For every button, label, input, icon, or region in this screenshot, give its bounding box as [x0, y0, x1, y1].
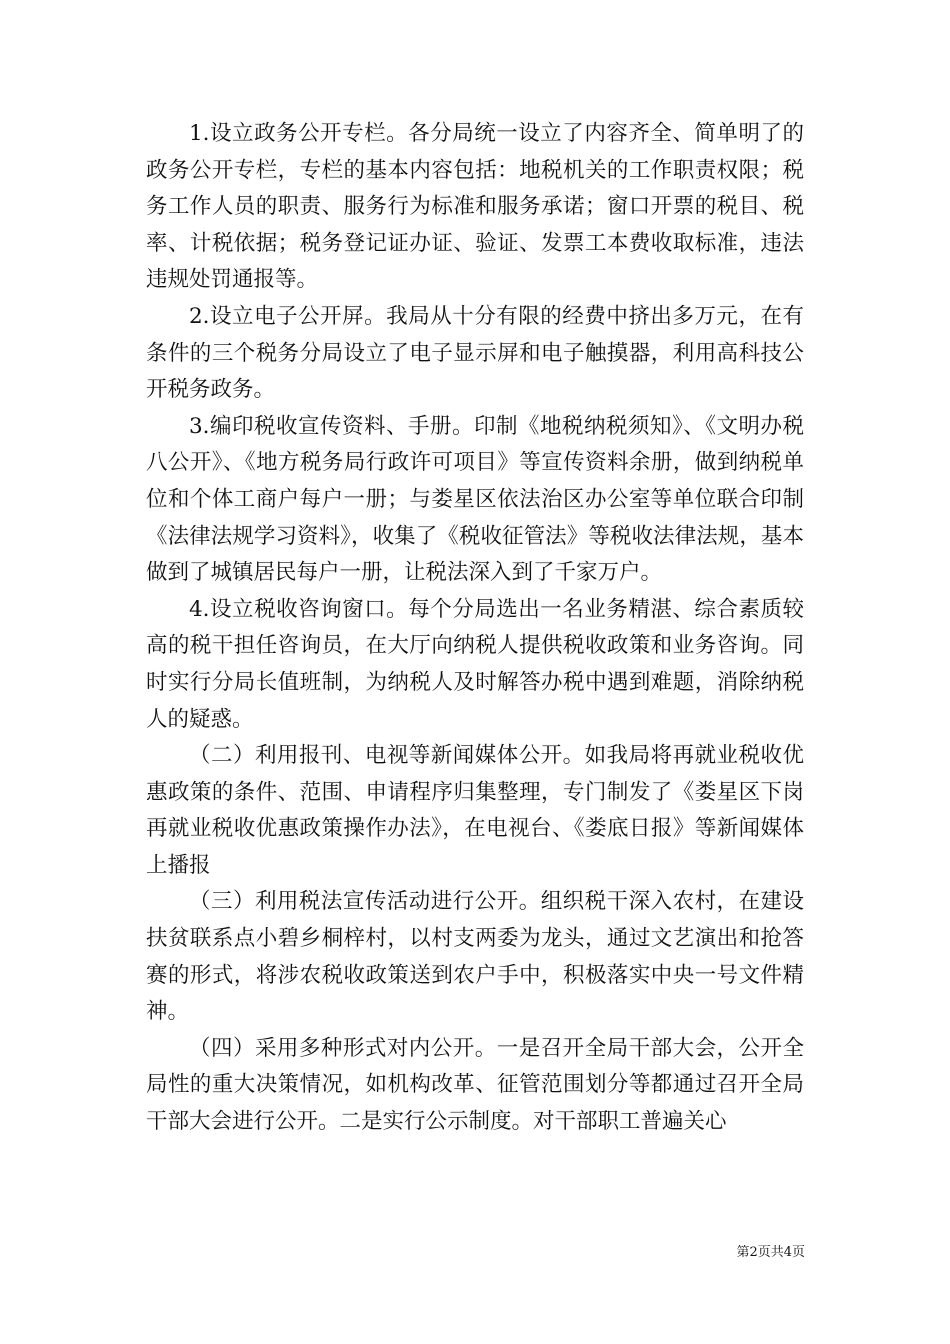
paragraph-2: 2.设立电子公开屏。我局从十分有限的经费中挤出多万元，在有条件的三个税务分局设立了电子显示屏和电子触摸器，利用高科技公开税务政务。 — [146, 303, 804, 403]
paragraph-1: 1.设立政务公开专栏。各分局统一设立了内容齐全、简单明了的政务公开专栏，专栏的基本内容包括：地税机关的工作职责权限；税务工作人员的职责、服务行为标准和服务承诺；窗口开票的税目、税率、计税依据；税务登记证办证、验证、发票工本费收取标准，违法违规处罚通报等。 — [146, 121, 804, 293]
paragraph-5: （二）利用报刊、电视等新闻媒体公开。如我局将再就业税收优惠政策的条件、范围、申请程序归集整理，专门制发了《娄星区下岗再就业税收优惠政策操作办法》，在电视台、《娄底日报》等新闻媒体上播报 — [146, 743, 804, 878]
paragraph-7: （四）采用多种形式对内公开。一是召开全局干部大会，公开全局性的重大决策情况，如机构改革、征管范围划分等都通过召开全局干部大会进行公开。二是实行公示制度。对干部职工普遍关心 — [146, 1035, 804, 1135]
paragraph-3: 3.编印税收宣传资料、手册。印制《地税纳税须知》、《文明办税八公开》、《地方税务局行政许可项目》等宣传资料余册，做到纳税单位和个体工商户每户一册；与娄星区依法治区办公室等单位联合印制《法律法规学习资料》，收集了《税收征管法》等税收法律法规，基本做到了城镇居民每户一册，让税法深入到了千家万户。 — [146, 413, 804, 586]
paragraph-4: 4.设立税收咨询窗口。每个分局选出一名业务精湛、综合素质较高的税干担任咨询员，在大厅向纳税人提供税收政策和业务咨询。同时实行分局长值班制，为纳税人及时解答办税中遇到难题，消除纳税人的疑惑。 — [146, 596, 804, 732]
page-number: 第2页共4页 — [736, 1245, 805, 1260]
paragraph-6: （三）利用税法宣传活动进行公开。组织税干深入农村，在建设扶贫联系点小碧乡桐梓村，以村支两委为龙头，通过文艺演出和抢答赛的形式，将涉农税收政策送到农户手中，积极落实中央一号文件精神。 — [146, 889, 804, 1025]
body-text — [146, 116, 804, 1141]
